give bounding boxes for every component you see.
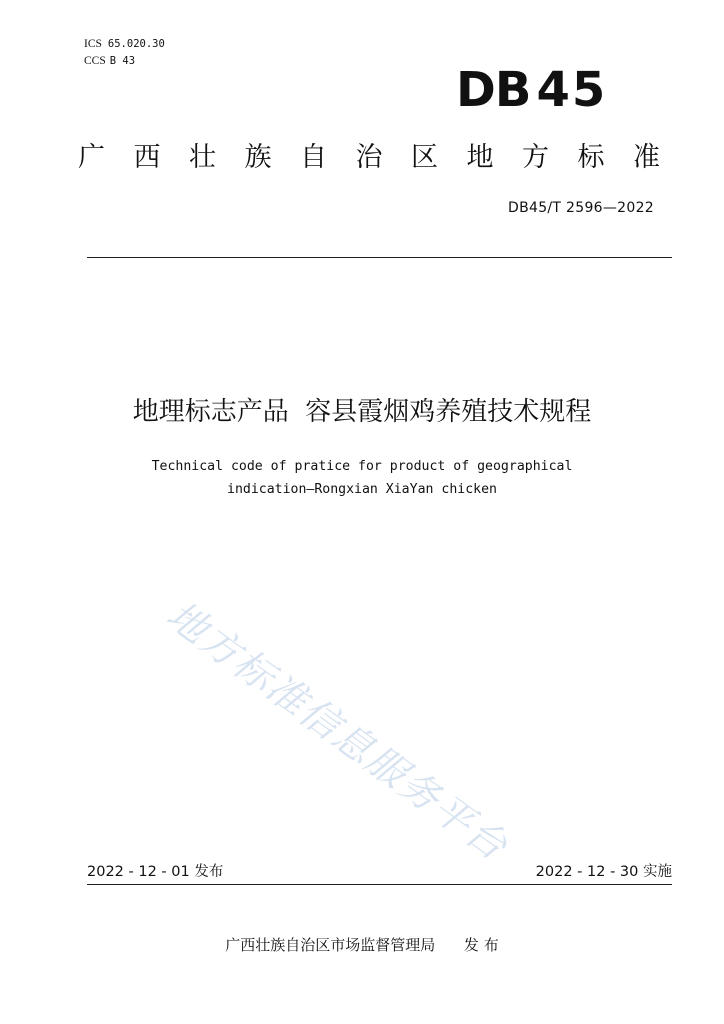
ccs-classification — [84, 53, 135, 70]
issuer-action: 发 布 — [463, 936, 499, 954]
watermark: 地方标准信息服务平台 — [157, 592, 517, 871]
issuer-line — [0, 934, 724, 956]
footer-divider — [87, 884, 672, 885]
document-title-chinese: 地理标志产品 容县霞烟鸡养殖技术规程 — [132, 397, 592, 427]
logo-number: 45 — [536, 62, 608, 118]
ccs-code: B 43 — [109, 55, 136, 67]
issuer-name: 广西壮族自治区市场监督管理局 — [225, 936, 436, 954]
logo-letters: DB — [456, 62, 531, 118]
ics-code: 65.020.30 — [107, 38, 165, 50]
db45-logo — [456, 62, 607, 118]
implementation-date: 2022 - 12 - 30 实施 — [535, 864, 672, 880]
ics-label: ICS — [84, 38, 102, 50]
ccs-label: CCS — [84, 55, 106, 67]
document-title-english-line1: Technical code of pratice for product of geographical — [151, 459, 573, 474]
ics-classification — [84, 36, 165, 53]
standard-number: DB45/T 2596—2022 — [508, 200, 654, 216]
document-title-english-line2: indication—Rongxian XiaYan chicken — [227, 482, 497, 497]
issue-date: 2022 - 12 - 01 发布 — [87, 864, 224, 880]
standard-category-title: 广西壮族自治区地方标准 — [78, 142, 689, 173]
header-divider — [87, 257, 672, 258]
